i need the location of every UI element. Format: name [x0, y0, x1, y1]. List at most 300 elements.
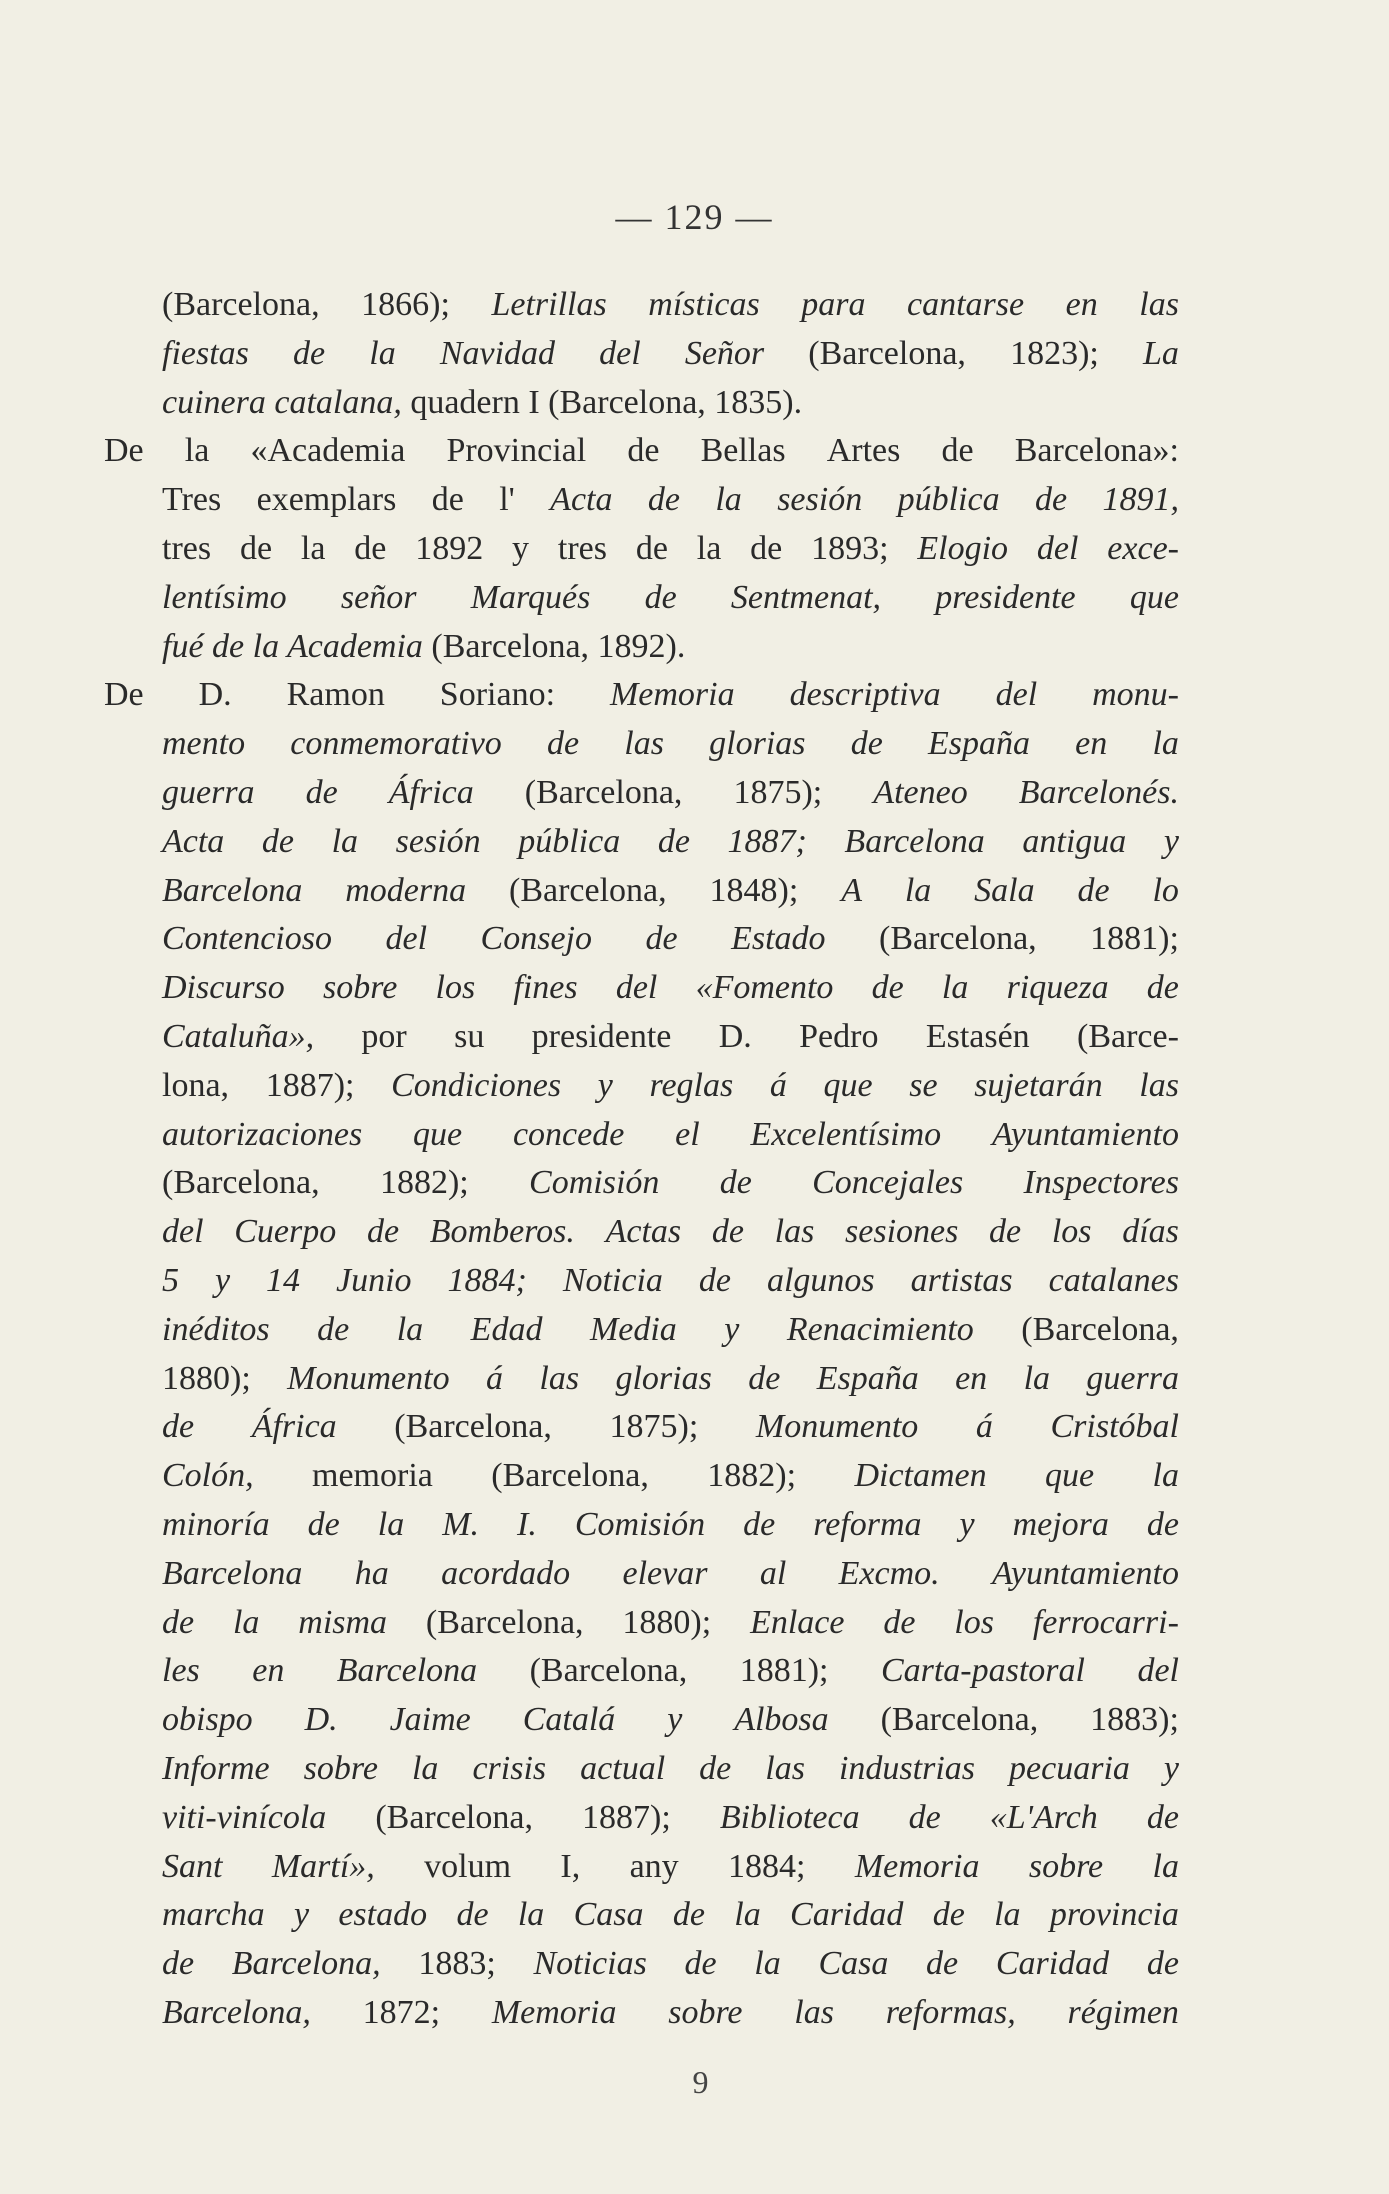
text-word: las — [765, 1749, 805, 1787]
text-word: Martí», — [271, 1847, 375, 1885]
text-line — [104, 476, 1179, 525]
text-word: concede — [512, 1115, 625, 1153]
text-word: Estado — [731, 920, 826, 958]
text-word: Estasén — [925, 1017, 1030, 1055]
text-word: Edad — [470, 1310, 543, 1348]
text-word: y — [724, 1310, 740, 1348]
text-word: en — [252, 1652, 285, 1690]
text-word: riqueza — [1006, 969, 1109, 1007]
text-word: de — [354, 529, 387, 567]
text-word: las — [794, 1993, 834, 2031]
text-word: D. — [718, 1017, 752, 1055]
text-word: la — [696, 529, 722, 567]
text-word: y — [597, 1066, 613, 1104]
text-word: Memoria — [854, 1847, 980, 1885]
text-line — [104, 1794, 1179, 1843]
text-word: místicas — [648, 286, 760, 323]
text-word: de — [644, 578, 677, 616]
text-word: Memoria — [491, 1993, 617, 2031]
text-line — [104, 1599, 1179, 1648]
text-word: 1881); — [1090, 920, 1179, 958]
text-word: 1872; — [362, 1993, 441, 2031]
text-word: régimen — [1067, 1993, 1179, 2031]
text-word: de — [750, 529, 783, 567]
text-word: Barcelonés. — [1018, 773, 1179, 811]
text-word: de — [305, 773, 338, 811]
text-word: 1884; — [447, 1261, 527, 1299]
text-word: Ateneo — [873, 773, 968, 811]
text-word: (Barcelona, — [1021, 1310, 1179, 1348]
text-word: días — [1122, 1213, 1179, 1251]
text-word: se — [909, 1066, 938, 1104]
text-word: cantarse — [907, 286, 1025, 323]
text-word: de — [743, 1505, 776, 1543]
text-word: Barcelona — [162, 1554, 303, 1592]
text-word: Excmo. — [838, 1554, 940, 1592]
text-word: reglas — [649, 1066, 734, 1104]
text-word: provincia — [1049, 1896, 1179, 1934]
text-word: Contencioso — [162, 920, 332, 958]
text-word: Dictamen — [854, 1457, 987, 1495]
text-line — [104, 1062, 1179, 1111]
text-word: la — [1023, 1359, 1051, 1397]
text-word: sobre — [323, 969, 398, 1007]
text-line — [104, 1940, 1179, 1989]
text-word: Bomberos. — [429, 1213, 575, 1251]
text-word: y — [667, 1701, 683, 1739]
text-word: 1880); — [622, 1603, 712, 1641]
text-word: Memoria — [609, 676, 735, 714]
text-line — [104, 1013, 1179, 1062]
text-word: Actas — [605, 1213, 682, 1251]
text-word: les — [162, 1652, 200, 1690]
text-word: misma — [298, 1603, 388, 1641]
text-word: 1887; — [727, 822, 807, 860]
text-line — [104, 1111, 1179, 1160]
text-word: de — [647, 481, 680, 519]
text-word: fines — [513, 969, 578, 1007]
text-word: los — [1051, 1213, 1092, 1251]
text-line — [104, 1550, 1179, 1599]
text-word: la — [396, 1310, 424, 1348]
text-word: y — [1163, 822, 1179, 860]
text-line — [104, 720, 1179, 769]
text-word: de — [672, 1896, 705, 1934]
text-word: de — [748, 1359, 781, 1397]
text-word: de — [366, 1213, 400, 1251]
text-word: Inspectores — [1023, 1164, 1179, 1202]
text-word: Provincial — [446, 432, 587, 470]
text-word: l' — [499, 481, 515, 519]
text-word: 1881); — [739, 1652, 829, 1690]
text-word: exce- — [1107, 529, 1179, 567]
text-word: de — [1146, 1798, 1179, 1836]
text-word: crisis — [472, 1749, 547, 1787]
text-word: acordado — [441, 1554, 571, 1592]
text-word: pública — [518, 822, 621, 860]
signature-mark: 9 — [692, 2064, 709, 2100]
text-word: minoría — [162, 1505, 270, 1543]
text-word: Barcelona, — [231, 1945, 381, 1983]
text-line — [104, 769, 1179, 818]
text-word: 1882); — [707, 1457, 797, 1495]
text-word: «Academia — [250, 432, 406, 470]
text-word: al — [759, 1554, 787, 1592]
text-word: Acta — [162, 822, 225, 860]
text-word: fiestas — [162, 334, 249, 372]
text-word: de — [645, 920, 678, 958]
text-line — [104, 330, 1179, 379]
text-word: descriptiva — [789, 676, 941, 714]
text-word: de — [635, 529, 668, 567]
text-word: pública — [897, 481, 1000, 519]
text-word: (Barcelona, — [425, 1603, 584, 1641]
text-word: á — [769, 1066, 787, 1104]
text-word: en — [1075, 725, 1108, 763]
text-word: de — [657, 822, 690, 860]
text-word: Discurso — [162, 969, 285, 1007]
text-word: Colón, — [162, 1457, 254, 1495]
text-word: la — [369, 334, 396, 372]
text-word: 1883; — [418, 1945, 496, 1983]
text-word: any — [629, 1847, 679, 1885]
text-line — [104, 1891, 1179, 1940]
body-text — [104, 281, 1179, 2038]
text-word: en — [1065, 286, 1098, 323]
text-word: 1875); — [609, 1408, 699, 1446]
text-word: de — [456, 1896, 489, 1934]
text-word: del — [995, 676, 1038, 714]
text-word: artistas — [910, 1261, 1013, 1299]
text-word: lo — [1152, 871, 1179, 909]
text-word: las — [1139, 286, 1179, 323]
text-line — [104, 1647, 1179, 1696]
text-word: del — [599, 334, 641, 372]
text-word: moderna — [345, 871, 467, 909]
text-word: la — [734, 1896, 761, 1934]
text-word: exemplars — [256, 481, 397, 519]
text-line — [104, 1696, 1179, 1745]
text-word: la — [1152, 725, 1179, 763]
text-word: la — [331, 822, 359, 860]
text-word: de — [307, 1505, 340, 1543]
text-word: Letrillas — [491, 286, 607, 323]
text-word: Caridad — [790, 1896, 904, 1934]
text-word: elevar — [622, 1554, 708, 1592]
text-line — [104, 1501, 1179, 1550]
text-word: Barcelona — [336, 1652, 478, 1690]
text-word: la — [1152, 1457, 1179, 1495]
text-word: (Barce- — [1077, 1017, 1179, 1055]
text-line — [104, 1403, 1179, 1452]
text-word: reforma — [813, 1505, 922, 1543]
text-line — [104, 574, 1179, 623]
text-line — [104, 964, 1179, 1013]
text-word: la — [715, 481, 742, 519]
text-word: las — [624, 725, 664, 763]
text-word: Cristóbal — [1050, 1408, 1179, 1446]
text-word: Noticias — [533, 1945, 647, 1983]
text-word: Noticia — [562, 1261, 663, 1299]
text-word: que — [413, 1115, 463, 1153]
text-word: memoria — [312, 1457, 433, 1495]
text-word: el — [675, 1115, 700, 1153]
text-word: la — [411, 1749, 439, 1787]
text-word: las — [539, 1359, 580, 1397]
text-word: de — [162, 1945, 195, 1983]
text-word: Caridad — [995, 1945, 1110, 1983]
text-word: industrias — [838, 1749, 976, 1787]
text-word: Bellas — [700, 432, 786, 470]
text-word: la — [184, 432, 210, 470]
text-word: del — [1036, 529, 1079, 567]
text-word: sobre — [1028, 1847, 1104, 1885]
text-word: De — [104, 676, 144, 714]
text-word: guerra — [162, 773, 255, 811]
text-segment: cuinera catalana, — [162, 383, 402, 421]
text-word: (Barcelona, — [162, 1164, 320, 1202]
text-word: (Barcelona, — [529, 1652, 688, 1690]
text-word: de — [850, 725, 883, 763]
text-word: Marqués — [470, 578, 591, 616]
text-word: de — [162, 1408, 195, 1446]
text-word: ha — [354, 1554, 389, 1592]
text-word: catalanes — [1048, 1261, 1179, 1299]
text-word: sesión — [777, 481, 863, 519]
text-word: España — [816, 1359, 919, 1397]
text-word: sobre — [668, 1993, 743, 2031]
text-word: Barcelona — [162, 871, 303, 909]
text-word: inéditos — [162, 1310, 270, 1348]
text-word: 1884; — [728, 1847, 806, 1885]
text-word: Comisión — [529, 1164, 660, 1202]
text-line — [104, 281, 1179, 330]
text-word: lona, — [162, 1066, 230, 1104]
text-word: La — [1142, 334, 1179, 372]
text-word: la — [904, 871, 932, 909]
text-word: de — [1146, 1945, 1179, 1983]
text-word: Catalá — [522, 1701, 616, 1739]
text-word: de — [941, 432, 974, 470]
text-word: de — [711, 1213, 744, 1251]
text-word: Concejales — [812, 1164, 964, 1202]
text-word: de — [926, 1945, 959, 1983]
text-line — [104, 1355, 1179, 1404]
text-word: de — [698, 1261, 731, 1299]
text-word: 1866); — [361, 286, 450, 323]
text-word: presidente — [531, 1017, 672, 1055]
text-word: su — [454, 1017, 485, 1055]
text-word: y — [512, 529, 530, 567]
text-word: Ramon — [286, 676, 385, 714]
text-word: (Barcelona, — [808, 334, 966, 372]
text-segment: fué de la Academia — [162, 627, 423, 665]
text-word: lentísimo — [162, 578, 287, 616]
text-word: 1880); — [162, 1359, 251, 1397]
text-word: de — [699, 1749, 732, 1787]
text-word: Barcelona»: — [1014, 432, 1179, 470]
text-word: pecuaria — [1009, 1749, 1130, 1787]
text-word: Ayuntamiento — [992, 1115, 1179, 1153]
text-word: (Barcelona, — [491, 1457, 649, 1495]
text-word: Media — [589, 1310, 677, 1348]
text-word: Monumento — [287, 1359, 450, 1397]
text-word: y — [293, 1896, 310, 1934]
text-word: Barcelona, — [162, 1993, 311, 2031]
text-word: del — [1137, 1652, 1179, 1690]
text-word: y — [214, 1261, 231, 1299]
text-word: 1848); — [709, 871, 799, 909]
text-word: monu- — [1092, 676, 1179, 714]
text-word: mento — [162, 725, 246, 763]
text-word: Sala — [974, 871, 1035, 909]
text-word: la — [377, 1505, 405, 1543]
text-line — [104, 525, 1179, 574]
text-word: 1892 — [415, 529, 484, 567]
text-word: de — [932, 1896, 965, 1934]
text-word: Artes — [826, 432, 901, 470]
text-word: Biblioteca — [719, 1798, 860, 1836]
text-word: tres — [557, 529, 607, 567]
text-word: marcha — [162, 1896, 265, 1934]
text-word: del — [385, 920, 428, 958]
text-word: Jaime — [389, 1701, 471, 1739]
text-line — [104, 1306, 1179, 1355]
text-word: glorias — [615, 1359, 712, 1397]
text-word: de — [1146, 1505, 1179, 1543]
text-segment: quadern I (Barcelona, 1835). — [401, 383, 803, 421]
text-word: reformas, — [885, 1993, 1016, 2031]
text-word: 5 — [162, 1261, 179, 1299]
text-word: de — [546, 725, 580, 763]
text-word: y — [1163, 1749, 1179, 1787]
text-word: (Barcelona, — [375, 1798, 533, 1836]
text-word: sujetarán — [974, 1066, 1103, 1104]
text-word: Acta — [550, 481, 613, 519]
text-word: guerra — [1086, 1359, 1179, 1397]
text-word: de — [1034, 481, 1068, 519]
text-word: Albosa — [734, 1701, 829, 1739]
text-word: A — [841, 871, 862, 909]
text-word: Soriano: — [439, 676, 556, 714]
text-word: Carta-pastoral — [880, 1652, 1085, 1690]
text-word: que — [1045, 1457, 1095, 1495]
text-word: Ayuntamiento — [992, 1554, 1179, 1592]
text-word: presidente — [935, 578, 1076, 616]
text-line — [104, 867, 1179, 916]
text-word: á — [485, 1359, 503, 1397]
text-word: (Barcelona, — [509, 871, 667, 909]
text-word: 1882); — [379, 1164, 469, 1202]
text-word: África — [251, 1408, 337, 1446]
text-word: de — [239, 529, 273, 567]
text-word: 1887); — [265, 1066, 355, 1104]
text-word: Barcelona — [844, 822, 985, 860]
text-line — [104, 671, 1179, 720]
text-word: glorias — [709, 725, 806, 763]
text-word: la — [517, 1896, 545, 1934]
text-word: Sentmenat, — [730, 578, 882, 616]
text-line — [104, 1745, 1179, 1794]
text-word: señor — [340, 578, 417, 616]
text-word: del — [162, 1213, 204, 1251]
text-word: Comisión — [574, 1505, 706, 1543]
text-word: 1883); — [1090, 1701, 1179, 1739]
text-word: de — [162, 1603, 195, 1641]
text-word: obispo — [162, 1701, 253, 1739]
text-word: la — [941, 969, 969, 1007]
text-line — [104, 915, 1179, 964]
text-line — [104, 379, 1179, 428]
text-word: de — [293, 334, 326, 372]
text-word: M. — [442, 1505, 480, 1543]
text-line — [104, 818, 1179, 867]
text-line — [104, 427, 1179, 476]
text-word: de — [883, 1603, 916, 1641]
text-line — [104, 1452, 1179, 1501]
text-word: D. — [198, 676, 232, 714]
text-word: 14 — [266, 1261, 301, 1299]
text-word: la — [1152, 1847, 1179, 1885]
text-word: del — [615, 969, 658, 1007]
text-word: 1887); — [582, 1798, 671, 1836]
text-word: D. — [304, 1701, 338, 1739]
text-line — [104, 1208, 1179, 1257]
text-word: «L'Arch — [989, 1798, 1098, 1836]
text-word: Casa — [818, 1945, 889, 1983]
text-line — [104, 1159, 1179, 1208]
text-word: viti-vinícola — [162, 1798, 327, 1836]
text-word: para — [801, 286, 866, 323]
text-word: (Barcelona, — [880, 1701, 1039, 1739]
text-word: la — [994, 1896, 1021, 1934]
text-word: las — [1139, 1066, 1179, 1104]
text-word: España — [927, 725, 1030, 763]
text-word: autorizaciones — [162, 1115, 363, 1153]
text-word: I, — [560, 1847, 581, 1885]
text-word: ferrocarri- — [1032, 1603, 1179, 1641]
text-word: 1891, — [1102, 481, 1179, 519]
text-word: (Barcelona, — [394, 1408, 552, 1446]
text-word: (Barcelona, — [524, 773, 683, 811]
text-word: Señor — [684, 334, 765, 372]
text-segment: (Barcelona, 1892). — [422, 627, 686, 665]
text-word: Casa — [573, 1896, 644, 1934]
text-word: Elogio — [917, 529, 1009, 567]
text-word: de — [1077, 871, 1110, 909]
text-word: 1875); — [733, 773, 823, 811]
text-word: en — [955, 1359, 988, 1397]
text-word: las — [774, 1213, 815, 1251]
text-word: actual — [580, 1749, 666, 1787]
text-word: algunos — [766, 1261, 875, 1299]
text-word: volum — [424, 1847, 512, 1885]
text-word: la — [300, 529, 326, 567]
text-word: antigua — [1022, 822, 1127, 860]
text-word: de — [871, 969, 904, 1007]
text-word: Consejo — [480, 920, 592, 958]
text-word: Navidad — [439, 334, 556, 372]
text-word: tres — [162, 529, 212, 567]
text-word: Excelentísimo — [750, 1115, 942, 1153]
text-word: de — [989, 1213, 1022, 1251]
text-word: Condiciones — [391, 1066, 562, 1104]
text-word: mejora — [1012, 1505, 1109, 1543]
text-line — [104, 1257, 1179, 1306]
text-word: que — [823, 1066, 873, 1104]
text-word: sobre — [303, 1749, 378, 1787]
text-word: los — [954, 1603, 994, 1641]
